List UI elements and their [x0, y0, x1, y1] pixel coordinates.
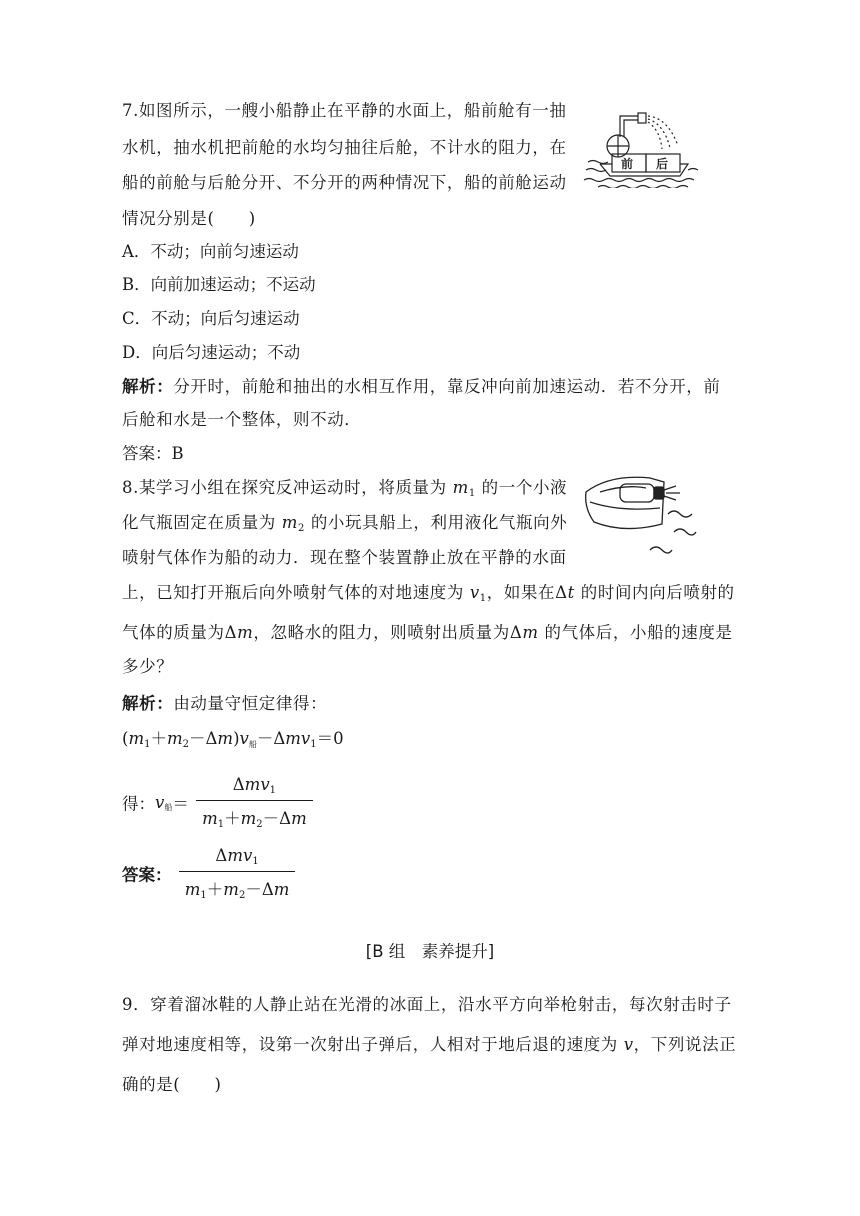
q8-text: 的小玩具船上，利用液化气瓶向外	[304, 513, 568, 532]
q8-var-m: m	[237, 623, 254, 642]
eq-sub: 2	[182, 739, 189, 750]
q8-var-m: m	[452, 478, 469, 497]
q8-text: 8.某学习小组在探究反冲运动时，将质量为	[122, 478, 453, 497]
result-v: v	[155, 793, 165, 812]
q7-option-d: D．向后匀速运动；不动	[122, 343, 301, 362]
eq-lparen: (	[122, 729, 129, 748]
section-header: [B 组 素养提升]	[365, 942, 495, 961]
q7-analysis-line-2: 后舱和水是一个整体，则不动．	[122, 410, 362, 429]
q8-var-m: m	[281, 513, 298, 532]
q8-sub: 1	[479, 593, 487, 604]
back-cabin-label: 后	[656, 157, 669, 171]
pump-pipe	[620, 116, 638, 137]
q8-stem-line-2	[122, 512, 567, 540]
q8-stem-line-3: 喷射气体作为船的动力．现在整个装置静止放在平静的水面	[122, 548, 567, 567]
fraction-numerator: Δmv$_1$	[215, 846, 259, 867]
eq-minus-delta: －Δ	[189, 729, 218, 748]
q7-stem-line-1: 7.如图所示，一艘小船静止在平静的水面上，船前舱有一抽	[122, 101, 567, 120]
q8-answer	[122, 846, 295, 901]
q8-momentum-equation	[122, 728, 344, 756]
q9-stem-line-2	[122, 1034, 736, 1056]
water-waves	[650, 511, 696, 553]
answer-fraction	[179, 846, 296, 901]
q8-figure-toy-boat	[580, 468, 705, 558]
q7-option-b: B．向前加速运动；不运动	[122, 275, 316, 294]
q7-analysis-label: 解析：	[122, 377, 174, 396]
result-equals: ＝	[172, 794, 189, 814]
q8-stem-line-4	[122, 582, 735, 610]
q8-text: 的一个小液	[475, 478, 568, 497]
q9-stem-line-1: 9．穿着溜冰鞋的人静止站在光滑的冰面上，沿水平方向举枪射击，每次射击时子	[122, 995, 732, 1014]
q8-text: 的气体后，小船的速度是	[538, 623, 733, 642]
q8-analysis-line	[122, 693, 327, 715]
eq-sub: 1	[310, 739, 317, 750]
q8-var-t: t	[567, 583, 575, 602]
front-cabin-label: 前	[621, 157, 634, 171]
q9-text: 弹对地速度相等，设第一次射出子弹后，人相对于地后退的速度为	[122, 1035, 624, 1054]
q8-stem-line-6: 多少？	[122, 657, 174, 676]
eq-equals-zero: ＝0	[316, 729, 344, 748]
q8-text: 的时间内向后喷射的	[574, 583, 735, 602]
q7-analysis-line-1	[122, 376, 721, 398]
q7-option-a: A．不动；向前匀速运动	[122, 242, 299, 261]
q7-option-c: C．不动；向后匀速运动	[122, 309, 300, 328]
eq-m: m	[166, 729, 183, 748]
q7-answer: 答案：B	[122, 444, 184, 463]
eq-m: m	[128, 729, 145, 748]
q7-stem-line-3: 船的前舱与后舱分开、不分开的两种情况下，船的前舱运动	[122, 173, 567, 192]
q8-result	[122, 775, 313, 830]
fraction-denominator: $m_1+m_2-\Delta m$	[179, 871, 296, 901]
q8-text: ，如果在Δ	[486, 583, 568, 602]
fraction-numerator: Δmv$_1$	[232, 775, 277, 796]
eq-rparen: )	[233, 729, 240, 748]
q9-var-v: v	[623, 1035, 634, 1054]
q9-text: ，下列说法正	[633, 1035, 737, 1054]
eq-plus: ＋	[150, 729, 167, 748]
eq-minus-delta: －Δ	[256, 729, 286, 748]
q8-text: 气体的质量为Δ	[122, 623, 238, 642]
boat-hull	[600, 164, 688, 176]
q8-stem-line-1	[122, 477, 567, 505]
q8-sub: 1	[468, 488, 476, 499]
eq-m: m	[217, 729, 234, 748]
q7-figure-boat-pump	[578, 104, 708, 188]
q8-sub: 2	[298, 523, 305, 534]
q8-text: 上，已知打开瓶后向外喷射气体的对地速度为	[122, 583, 470, 602]
q7-analysis-text-1: 分开时，前舱和抽出的水相互作用，靠反冲向前加速运动．若不分开，前	[173, 377, 721, 396]
eq-sub: 1	[144, 739, 151, 750]
bottle-valve	[654, 487, 664, 499]
eq-sub-chuan: 船	[248, 740, 257, 749]
q8-var-v: v	[469, 583, 480, 602]
q8-answer-label: 答案：	[122, 865, 172, 885]
eq-m: m	[285, 729, 301, 748]
q9-stem-line-3: 确的是( )	[122, 1075, 222, 1094]
q8-analysis-label: 解析：	[122, 694, 174, 713]
q8-stem-line-5	[122, 622, 733, 644]
result-sub-chuan: 船	[164, 803, 173, 812]
q8-text: 化气瓶固定在质量为	[122, 513, 282, 532]
q7-stem-line-4: 情况分别是( )	[122, 209, 256, 228]
q8-text: ，忽略水的阻力，则喷射出质量为Δ	[253, 623, 523, 642]
eq-v: v	[300, 729, 311, 748]
q7-stem-line-2: 水机，抽水机把前舱的水均匀抽往后舱，不计水的阻力，在	[122, 138, 567, 157]
eq-v: v	[239, 729, 249, 748]
pump-nozzle	[638, 113, 646, 123]
q8-analysis-text: 由动量守恒定律得：	[173, 694, 328, 713]
fraction-denominator: $m_1+m_2-\Delta m$	[196, 800, 313, 830]
result-fraction	[196, 775, 313, 830]
result-label: 得：	[122, 794, 155, 814]
q8-var-m: m	[522, 623, 539, 642]
